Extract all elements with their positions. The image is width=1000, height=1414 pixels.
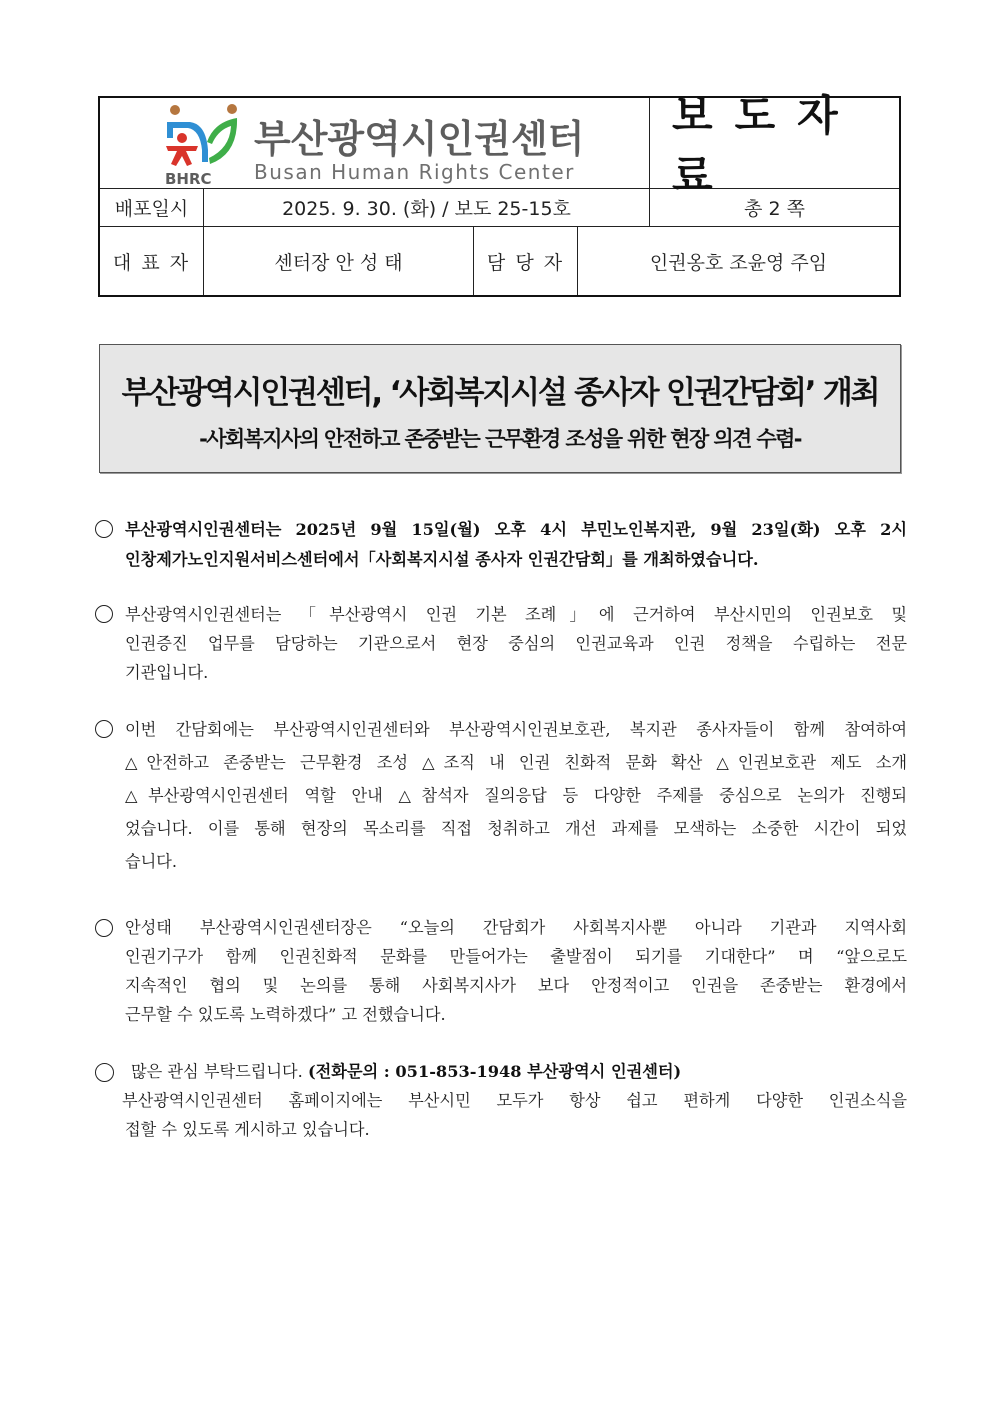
paragraph-line: 이번 간담회에는 부산광역시인권센터와 부산광역시인권보호관, 복지관 종사자들이 함께 참여하여 — [125, 720, 907, 739]
center-logo — [162, 102, 592, 188]
center-name-english: Busan Human Rights Center — [254, 160, 575, 184]
paragraph-line: 인창제가노인지원서비스센터에서「사회복지시설 종사자 인권간담회」를 개최하였습니다. — [125, 550, 759, 569]
paragraph-line: 부산광역시인권센터는 「부산광역시 인권 기본 조례」에 근거하여 부산시민의 인권보호 및 — [125, 605, 907, 624]
circle-bullet-icon — [95, 1063, 114, 1082]
representative-label: 대 표 자 — [112, 251, 191, 274]
paragraph-line: 었습니다. 이를 통해 현장의 목소리를 직접 청취하고 개선 과제를 모색하는 소중한 시간이 되었 — [125, 819, 907, 838]
press-release-header-table — [98, 91, 901, 297]
circle-bullet-icon — [95, 919, 113, 937]
circle-bullet-icon — [95, 720, 113, 738]
paragraph-line: 기관입니다. — [125, 663, 209, 682]
circle-bullet-icon — [95, 520, 113, 538]
press-release-label-cell — [650, 91, 899, 200]
paragraph-line: 지속적인 협의 및 논의를 통해 사회복지사가 보다 안정적이고 인권을 존중받는 환경에서 — [125, 976, 907, 995]
paragraph-line: 접할 수 있도록 게시하고 있습니다. — [125, 1120, 370, 1139]
paragraph-line: △안전하고 존중받는 근무환경 조성 △조직 내 인권 친화적 문화 확산 △인권보호관 제도 소개 — [125, 753, 907, 772]
paragraph-line: 근무할 수 있도록 노력하겠다” 고 전했습니다. — [125, 1005, 446, 1024]
bhrc-logo-icon — [162, 104, 242, 186]
paragraph-line: 인권증진 업무를 담당하는 기관으로서 현장 중심의 인권교육과 인권 정책을 수립하는 전문 — [125, 634, 907, 653]
release-date-value: 2025. 9. 30. (화) / 보도 25-15호 — [282, 198, 571, 220]
press-release-label: 보도자료 — [672, 91, 860, 200]
center-name-korean: 부산광역시인권센터 — [254, 117, 585, 161]
page-count: 총 2 쪽 — [744, 198, 805, 220]
paragraph-line: 부산광역시인권센터 홈페이지에는 부산시민 모두가 항상 쉽고 편하게 다양한 인권소식을 — [122, 1091, 907, 1110]
paragraph-line: 습니다. — [125, 852, 178, 871]
paragraph-line: 안성태 부산광역시인권센터장은 “오늘의 간담회가 사회복지사뿐 아니라 기관과 지역사회 — [125, 918, 907, 937]
headline-box — [99, 344, 901, 473]
headline-title: 부산광역시인권센터, ‘사회복지시설 종사자 인권간담회’ 개최 — [121, 375, 879, 411]
svg-text:BHRC: BHRC — [165, 170, 212, 186]
paragraph-line: 인권기구가 함께 인권친화적 문화를 만들어가는 출발점이 되기를 기대한다” 며 “앞으로도 — [125, 947, 907, 966]
circle-bullet-icon — [95, 605, 113, 623]
phone-inquiry: (전화문의 : 051-853-1948 부산광역시 인권센터) — [307, 1062, 682, 1081]
closing-remark: 많은 관심 부탁드립니다. — [131, 1062, 303, 1081]
paragraph-line: 부산광역시인권센터는 2025년 9월 15일(월) 오후 4시 부민노인복지관, 9월 23일(화) 오후 2시 — [125, 520, 907, 539]
contact-label: 담 당 자 — [486, 251, 565, 274]
representative-value: 센터장 안 성 태 — [274, 251, 403, 274]
release-date-label: 배포일시 — [114, 198, 189, 220]
headline-subtitle: -사회복지사의 안전하고 존중받는 근무환경 조성을 위한 현장 의견 수렴- — [199, 427, 801, 451]
contact-value: 인권옹호 조윤영 주임 — [649, 251, 828, 274]
paragraph-line: △부산광역시인권센터 역할 안내 △참석자 질의응답 등 다양한 주제를 중심으로 논의가 진행되 — [125, 786, 907, 805]
